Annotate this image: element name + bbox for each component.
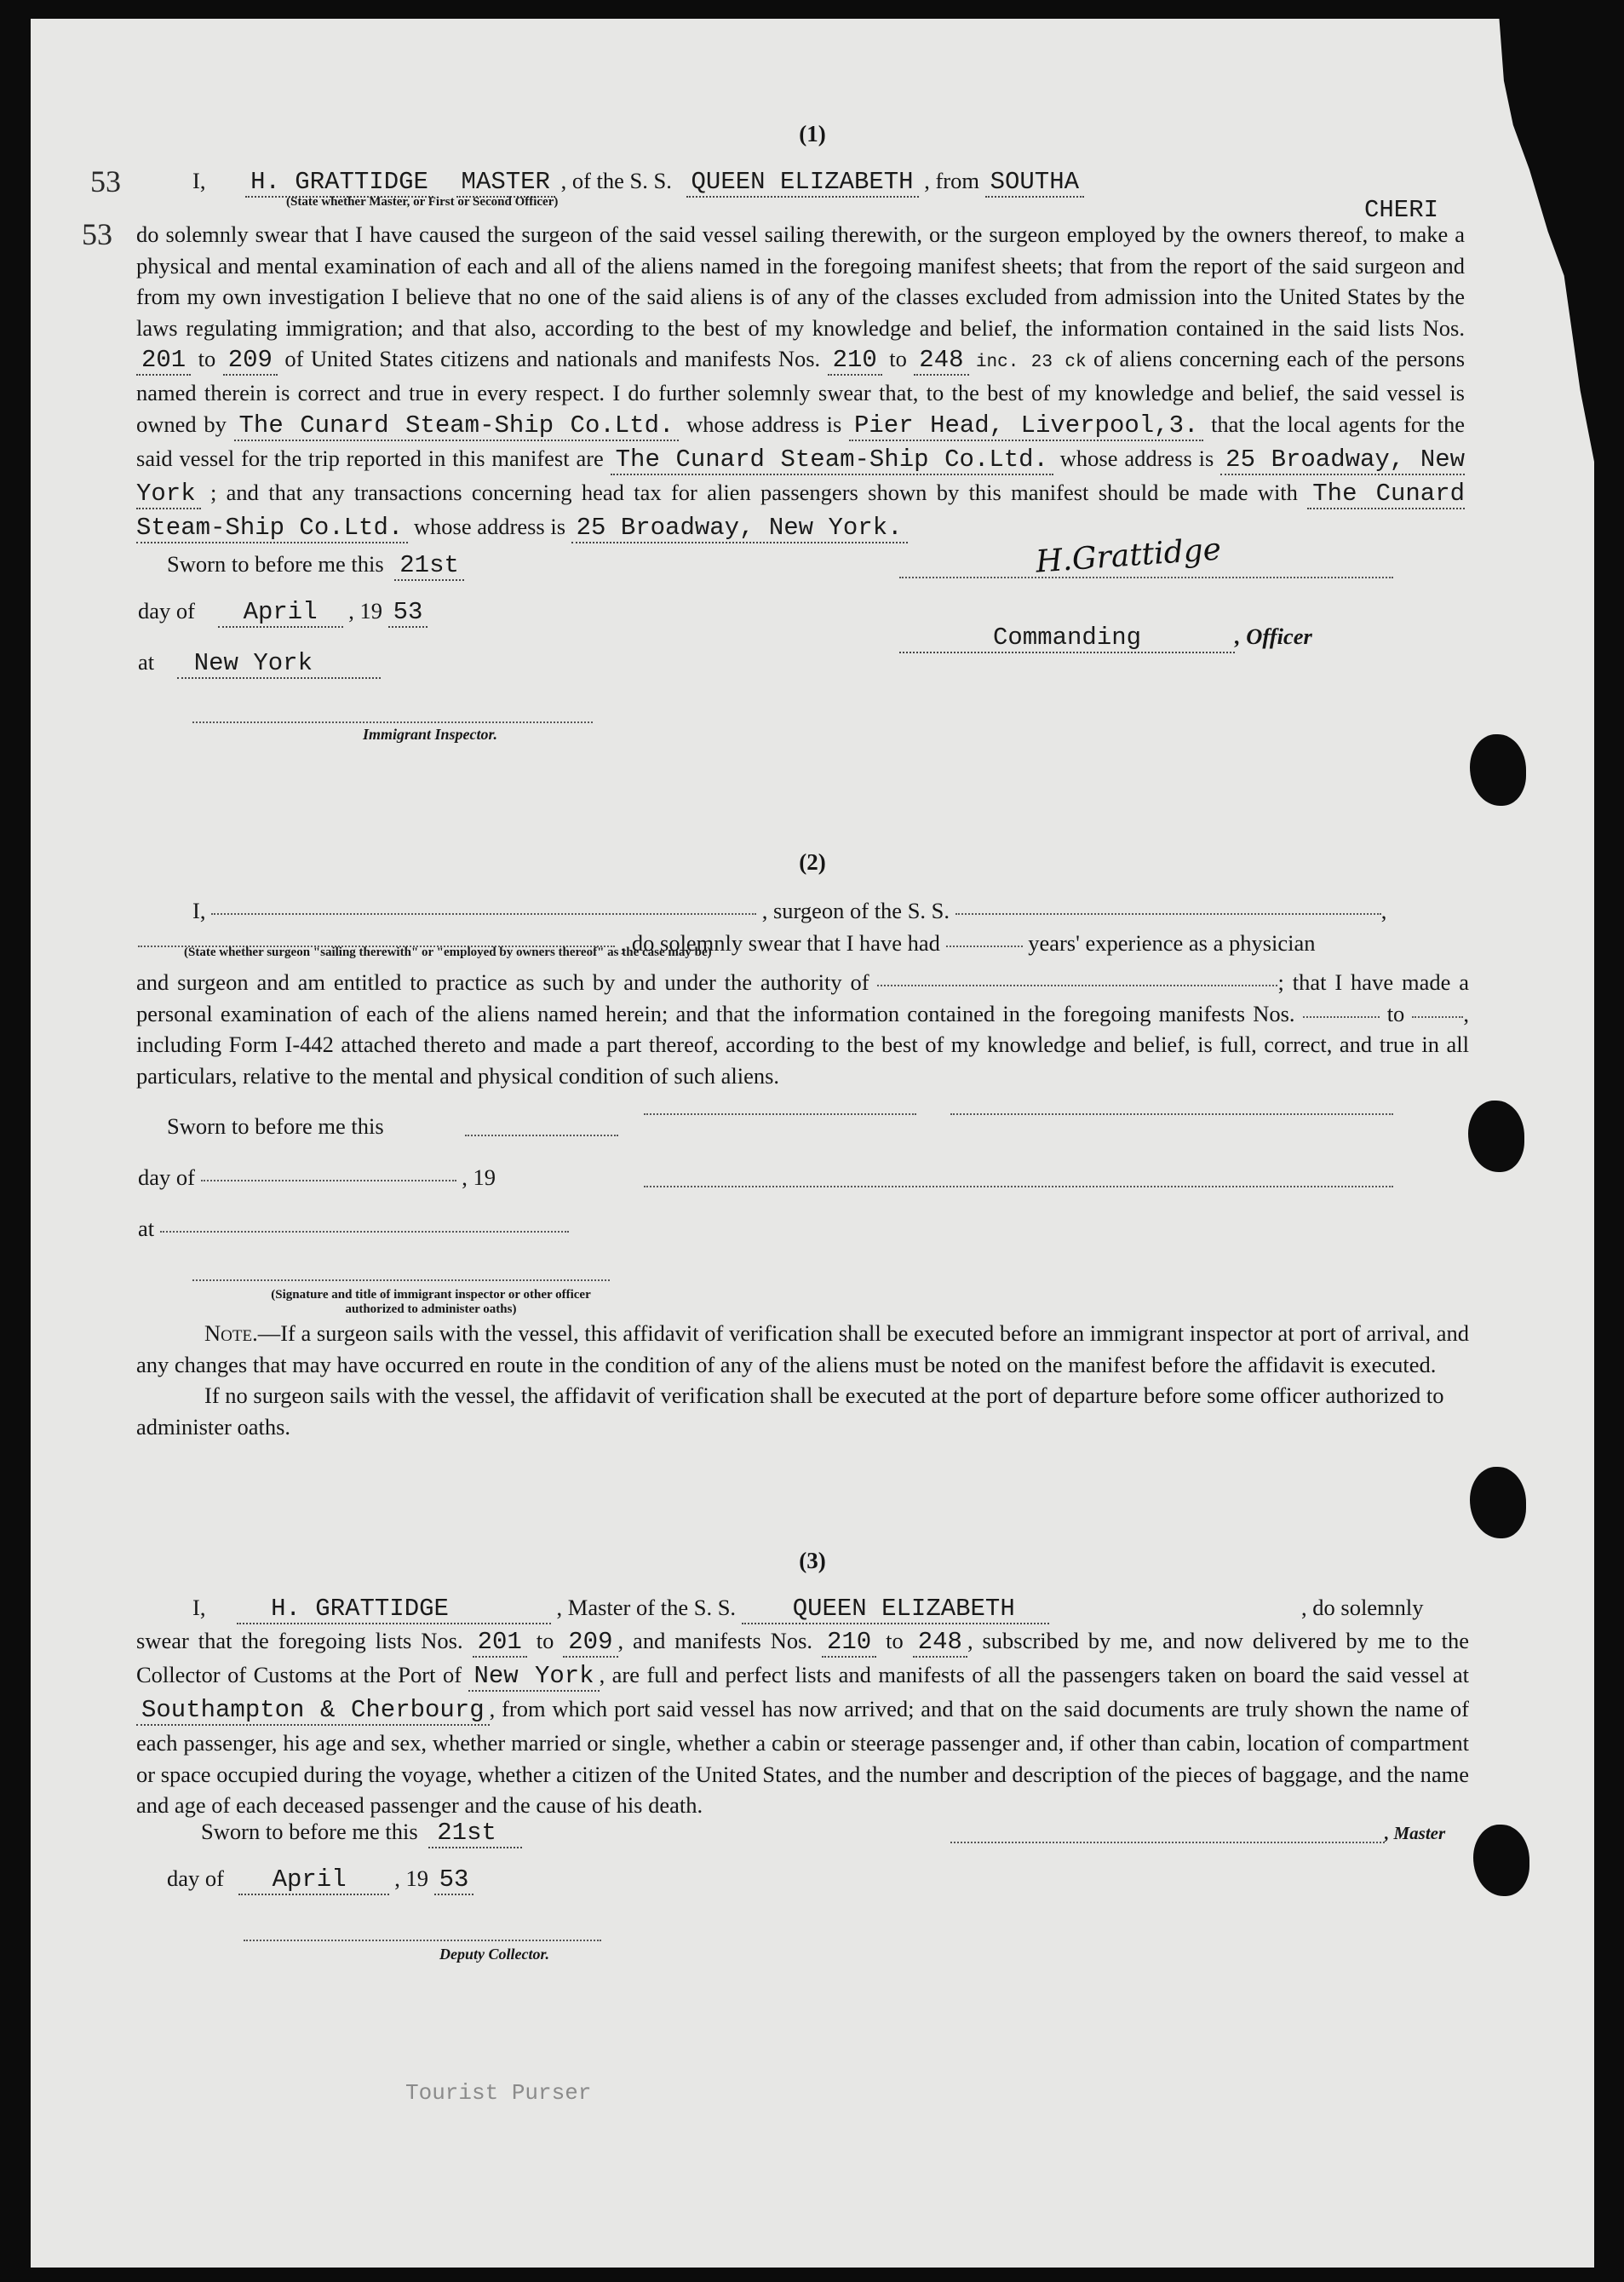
lists-to-3: 209	[563, 1628, 617, 1658]
margin-number: 53	[82, 217, 112, 251]
place-line-2: at	[138, 1216, 569, 1242]
from-port-2: CHERI	[1364, 196, 1439, 224]
lists-to: 209	[223, 346, 278, 376]
master-caption: (State whether Master, or First or Second Officer)	[286, 195, 559, 209]
year-1: 53	[388, 598, 428, 628]
punch-hole	[1470, 1467, 1526, 1538]
port-3: New York	[468, 1662, 599, 1692]
date-line-1: day of April , 19 53	[138, 598, 428, 626]
master-caption-3: , Master	[1385, 1823, 1446, 1843]
inspector-signature-line	[192, 721, 593, 723]
departure-3: Southampton & Cherbourg	[136, 1696, 490, 1726]
surgeon-line-1: I, , surgeon of the S. S. ,	[192, 898, 1387, 923]
master-signature: H.Grattidge	[1034, 532, 1223, 580]
manifest-from-3: 210	[822, 1628, 876, 1658]
local-agents: The Cunard Steam-Ship Co.Ltd.	[611, 445, 1053, 475]
master-signature-line	[899, 577, 1393, 578]
note-text-2: If no surgeon sails with the vessel, the affidavit of verification shall be executed at the port of departure before some officer authorized to administer oaths.	[136, 1382, 1444, 1440]
place-1: New York	[177, 649, 381, 679]
inspector-caption: Immigrant Inspector.	[363, 726, 498, 743]
master-name: H. GRATTIDGE	[245, 168, 433, 198]
from-label: , from	[924, 168, 979, 193]
sworn-line-2: Sworn to before me this	[167, 1113, 384, 1139]
tourist-purser: Tourist Purser	[405, 2080, 592, 2106]
sworn-day-1: 21st	[394, 551, 464, 581]
note-block: Note.—If a surgeon sails with the vessel, this affidavit of verification shall be executed before an immigrant inspector at port of arrival, and any changes that may have occurred en route in the condition of any of the aliens must be noted on the manifest before the affidavit is executed. If no surgeon sails with the vessel, the affidavit of verification shall be executed at the port of departure before some officer authorized to administer oaths.	[136, 1318, 1469, 1442]
punch-hole	[1473, 1825, 1529, 1896]
year-3: 53	[434, 1865, 474, 1895]
headtax-party: The Cunard Steam-Ship Co.Ltd.	[136, 479, 1466, 542]
vessel-name-3: QUEEN ELIZABETH	[742, 1595, 1049, 1624]
margin-number: 53	[90, 164, 121, 198]
manifest-extra: inc. 23 ck	[975, 353, 1087, 373]
section-number-1: (1)	[799, 121, 826, 147]
punch-hole	[1468, 1101, 1524, 1172]
manifest-to-3: 248	[913, 1628, 967, 1658]
lists-from-3: 201	[473, 1628, 527, 1658]
lists-from: 201	[136, 346, 191, 376]
oath-body-1: do solemnly swear that I have caused the surgeon of the said vessel sailing therewith, or the surgeon employed by the owners thereof, to make a physical and mental examination of each and all of the aliens named in the foregoing manifest sheets; that from the report of the said surgeon and from my own investigation I believe that no one of the said aliens is of any of the classes excluded from admission into the United States by the laws regulating immigration; and that also, according to the best of my knowledge and belief, the information contained in the said lists Nos. 201 to 209 of United States citizens and nationals and manifests Nos. 210 to 248 inc. 23 ck of aliens concerning each of the persons named therein is correct and true in every respect. I do further solemnly swear that, to the best of my knowledge and belief, the said vessel is owned by The Cunard Steam-Ship Co.Ltd. whose address is Pier Head, Liverpool,3. that the local agents for the said vessel for the trip reported in this manifest are The Cunard Steam-Ship Co.Ltd. whose address is 25 Broadway, New York ; and that any transactions concerning head tax for alien passengers shown by this manifest should be made with The Cunard Steam-Ship Co.Ltd. whose address is 25 Broadway, New York.	[136, 221, 1466, 542]
officer-line: Commanding , Officer	[899, 624, 1312, 652]
surgeon-caption: (State whether surgeon "sailing therewith" or "employed by owners thereof" as the case may be)	[184, 946, 712, 959]
oath-line-1	[192, 168, 1084, 196]
oath-lead: I,	[192, 168, 206, 193]
headtax-address: 25 Broadway, New York.	[571, 514, 908, 543]
master-body-3: swear that the foregoing lists Nos. 201 to 209 , and manifests Nos. 210 to 248 , subscribed by me, and now delivered by me to the Collector of Customs at the Port of New York , are full and perfect lists and manifests of all the passengers taken on board the said vessel at Southampton & Cherbourg , from which port said vessel has now arrived; and that on the said documents are truly shown the name of each passenger, his age and sex, whether married or single, whether a cabin or steerage passenger and, if other than cabin, location of compartment or space occupied during the voyage, whether a citizen of the United States, and the number and description of the pieces of baggage, and the name and age of each deceased passenger and the cause of his death.	[136, 1628, 1470, 1819]
of-the-ss-label: , of the S. S.	[560, 168, 672, 193]
sworn-line-3: Sworn to before me this 21st	[201, 1819, 522, 1847]
section-number-3: (3)	[799, 1548, 826, 1573]
punch-hole	[1470, 734, 1526, 806]
torn-corner	[1478, 19, 1594, 462]
owner-address: Pier Head, Liverpool,3.	[849, 411, 1203, 441]
do-solemnly: , do solemnly	[1301, 1595, 1424, 1620]
vessel-owner: The Cunard Steam-Ship Co.Ltd.	[234, 411, 680, 441]
note-label: Note.	[204, 1320, 258, 1346]
sworn-line-1: Sworn to before me this 21st	[167, 551, 464, 579]
master-line-3: I, H. GRATTIDGE , Master of the S. S. QUEEN ELIZABETH	[192, 1595, 1049, 1623]
date-line-3: day of April , 19 53	[167, 1865, 473, 1894]
manifest-page	[31, 19, 1594, 2268]
surgeon-body: and surgeon and am entitled to practice as such by and under the authority of ; that I have made a personal examination of each of the aliens named herein; and that the information contained in the foregoing manifests Nos. to , including Form I-442 attached thereto and made a part thereof, according to the best of my knowledge and belief, is full, correct, and true in all particulars, relative to the mental and physical condition of such aliens.	[136, 969, 1470, 1089]
surgeon-line-2: , do solemnly swear that I have had years' experience as a physician	[138, 930, 1316, 957]
commanding: Commanding	[899, 624, 1235, 653]
month-1: April	[218, 598, 343, 628]
month-3: April	[238, 1865, 389, 1895]
from-port: SOUTHA	[985, 168, 1084, 198]
manifest-from: 210	[828, 346, 882, 376]
date-line-2: day of , 19	[138, 1164, 496, 1190]
master-name-3: H. GRATTIDGE	[237, 1595, 551, 1624]
section-number-2: (2)	[799, 849, 826, 875]
deputy-caption: Deputy Collector.	[439, 1946, 549, 1963]
manifest-to: 248	[914, 346, 968, 376]
master-rank: MASTER	[456, 168, 555, 198]
officer-caption: (Signature and title of immigrant inspector or other officer authorized to administer oaths)	[271, 1288, 591, 1317]
sworn-day-3: 21st	[428, 1819, 522, 1848]
agents-address: 25 Broadway, New York	[136, 445, 1466, 508]
vessel-name: QUEEN ELIZABETH	[686, 168, 919, 198]
place-line-1: at New York	[138, 649, 381, 677]
